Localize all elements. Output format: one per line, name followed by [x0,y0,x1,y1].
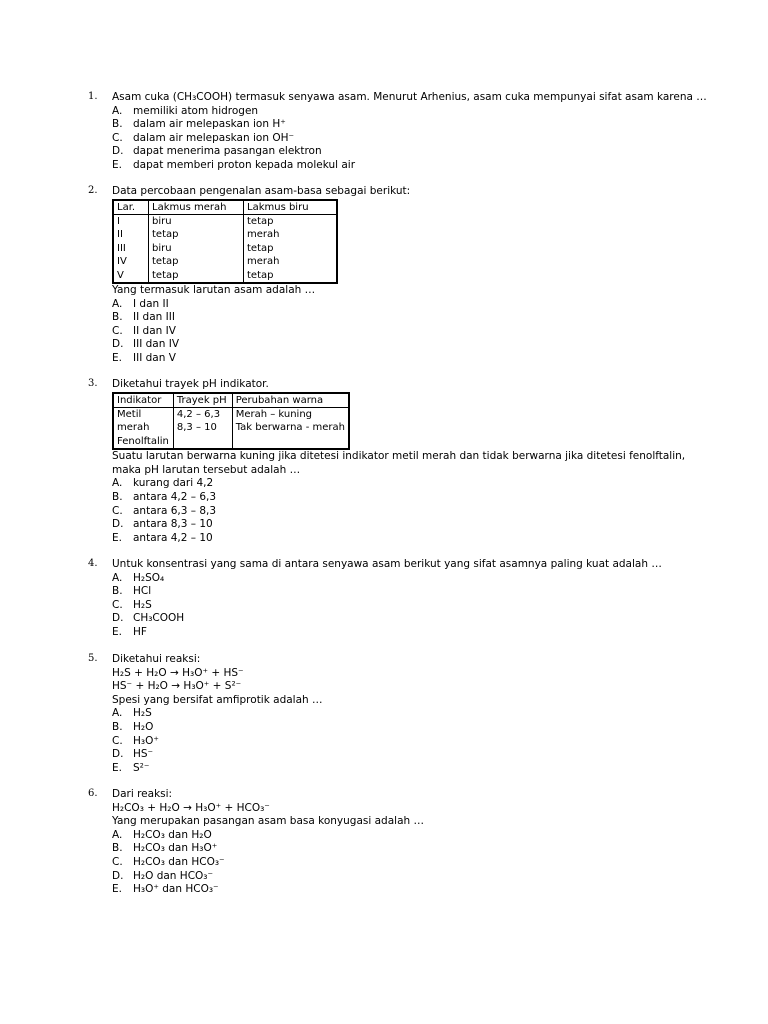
color-change-cell: Merah – kuning Tak berwarna - merah [232,408,349,450]
indicator-table [112,392,350,451]
option-c: C. II dan IV [112,324,176,337]
option-c: C. antara 6,3 – 8,3 [112,504,217,517]
table-header: Lar. [113,200,149,215]
table-header: Perubahan warna [232,393,349,408]
question-number: 5. [88,653,98,664]
option-b: B. antara 4,2 – 6,3 [112,491,217,503]
option-d: D. CH₃COOH [112,612,185,625]
table-row [113,408,349,450]
litmus-table [112,199,338,284]
option-d: D. dapat menerima pasangan elektron [112,145,322,158]
question-prompt: Suatu larutan berwarna kuning jika ditetesi indikator metil merah dan tidak berwarna jika ditetesi fenolftalin, maka pH larutan tersebut adalah … [112,450,686,476]
option-a: A. memiliki atom hidrogen [112,104,259,117]
table-header: Lakmus biru [244,200,338,215]
question-number: 1. [88,91,98,102]
option-a: A. I dan II [112,297,169,310]
question-stem: Dari reaksi: [112,788,173,800]
question-prompt: Yang merupakan pasangan asam basa konyugasi adalah … [112,815,424,828]
question-stem: Data percobaan pengenalan asam-basa sebagai berikut: [112,185,411,197]
option-a: A. H₂SO₄ [112,571,165,584]
table-row: IV tetap merah [113,255,337,268]
option-c: C. dalam air melepaskan ion OH⁻ [112,131,295,144]
table-row: III biru tetap [113,242,337,255]
question-stem: Diketahui reaksi: [112,653,201,665]
option-b: B. H₂O [112,720,154,733]
option-e: E. III dan V [112,352,176,364]
option-b: B. HCl [112,585,152,598]
question-prompt: Spesi yang bersifat amfiprotik adalah … [112,693,323,706]
indicator-cell: Metil merah Fenolftalin [113,408,173,450]
option-e: E. antara 4,2 – 10 [112,531,213,544]
question-number: 3. [88,378,98,389]
option-d: D. HS⁻ [112,748,154,761]
option-b: B. II dan III [112,311,175,324]
question-stem: Diketahui trayek pH indikator. [112,378,269,390]
question-number: 2. [88,185,98,196]
option-c: C. H₂CO₃ dan HCO₃⁻ [112,855,225,868]
option-d: D. III dan IV [112,338,179,351]
question-stem: Untuk konsentrasi yang sama di antara senyawa asam berikut yang sifat asamnya paling kuat adalah … [112,558,662,570]
option-b: B. H₂CO₃ dan H₃O⁺ [112,842,218,855]
question-number: 6. [88,788,98,799]
option-d: D. H₂O dan HCO₃⁻ [112,869,214,882]
reaction-equation: H₂S + H₂O → H₃O⁺ + HS⁻ [112,666,244,679]
option-e: E. H₃O⁺ dan HCO₃⁻ [112,883,219,896]
table-row: V tetap tetap [113,269,337,283]
option-a: A. kurang dari 4,2 [112,477,214,490]
option-e: E. HF [112,625,147,638]
question-number: 4. [88,558,98,569]
table-row: II tetap merah [113,228,337,241]
option-e: E. dapat memberi proton kepada molekul air [112,158,356,171]
option-e: E. S²⁻ [112,761,150,774]
table-row: I biru tetap [113,215,337,229]
option-c: C. H₂S [112,598,152,611]
option-c: C. H₃O⁺ [112,734,159,747]
range-cell: 4,2 – 6,3 8,3 – 10 [173,408,232,450]
option-b: B. dalam air melepaskan ion H⁺ [112,118,286,131]
question-stem: Asam cuka (CH₃COOH) termasuk senyawa asam. Menurut Arhenius, asam cuka mempunyai sifat asam karena … [112,91,707,103]
reaction-equation: H₂CO₃ + H₂O → H₃O⁺ + HCO₃⁻ [112,801,270,814]
option-a: A. H₂CO₃ dan H₂O [112,828,212,841]
table-header: Trayek pH [173,393,232,408]
option-a: A. H₂S [112,707,152,720]
question-prompt: Yang termasuk larutan asam adalah … [112,284,316,297]
table-header: Indikator [113,393,173,408]
table-header: Lakmus merah [149,200,244,215]
option-d: D. antara 8,3 – 10 [112,518,213,531]
reaction-equation: HS⁻ + H₂O → H₃O⁺ + S²⁻ [112,680,242,693]
